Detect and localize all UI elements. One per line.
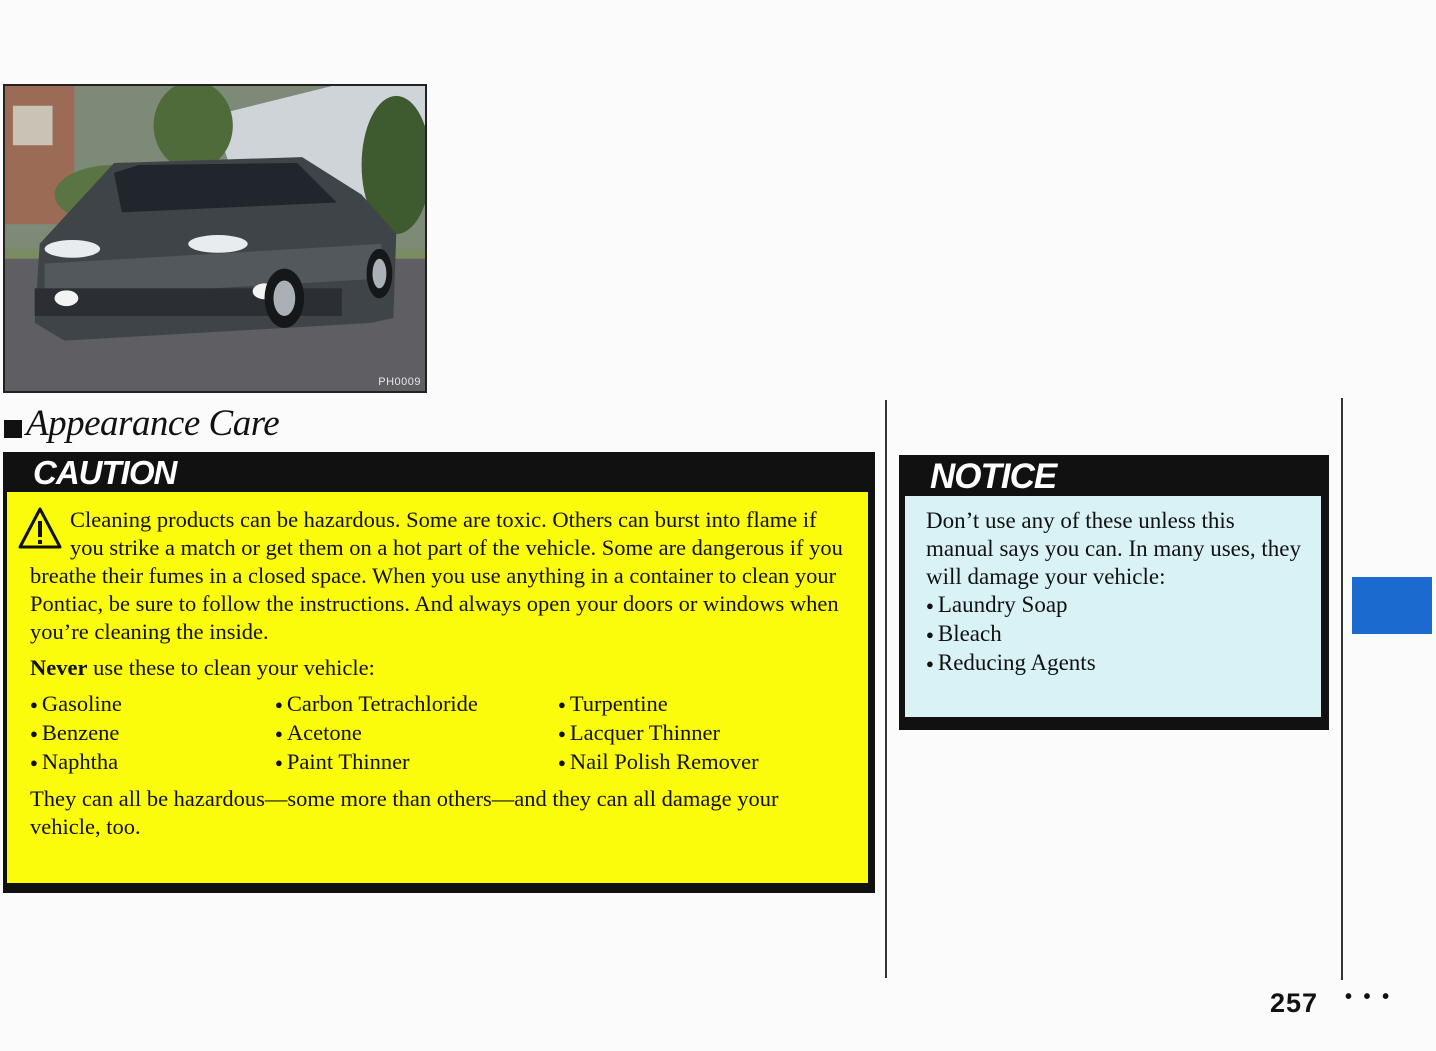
page-number: 257 bbox=[1270, 988, 1319, 1018]
list-item-text: Benzene bbox=[41, 720, 120, 745]
list-item-text: Acetone bbox=[286, 720, 362, 745]
bullet-icon: ● bbox=[275, 755, 283, 770]
caution-paragraph-text: Cleaning products can be hazardous. Some are toxic. Others can burst into flame if you strike a match or get them on a hot part of the vehicle. Some are dangerous if you breathe their fumes in a closed space. When you use anything in a container to clean your Pontiac, be sure to follow the instructions. And always open your doors or windows when you’re cleaning the inside. bbox=[30, 507, 843, 644]
caution-closing: They can all be hazardous—some more than others—and they can all damage your vehicle, too. bbox=[30, 786, 779, 839]
never-line-text: use these to clean your vehicle: bbox=[87, 655, 375, 680]
list-item bbox=[275, 690, 558, 719]
hazard-list bbox=[30, 690, 844, 777]
never-emphasis: Never bbox=[30, 655, 88, 680]
bullet-icon: ● bbox=[926, 598, 934, 613]
notice-paragraph: Don’t use any of these unless this manual says you can. In many uses, they will damage your vehicle: bbox=[926, 508, 1301, 589]
column-divider-left bbox=[885, 400, 887, 978]
bullet-icon: ● bbox=[558, 755, 566, 770]
caution-heading: CAUTION bbox=[33, 454, 177, 491]
bullet-icon: ● bbox=[926, 627, 934, 642]
list-item-text: Turpentine bbox=[569, 691, 668, 716]
list-item-text: Naphtha bbox=[41, 749, 119, 774]
notice-heading: NOTICE bbox=[930, 457, 1057, 496]
list-item bbox=[558, 748, 759, 777]
warning-triangle-icon bbox=[18, 506, 62, 550]
chapter-tab-marker bbox=[1352, 577, 1432, 634]
list-item bbox=[30, 748, 275, 777]
notice-body bbox=[905, 496, 1321, 717]
list-item-text: Laundry Soap bbox=[937, 592, 1068, 617]
never-line bbox=[30, 654, 844, 682]
section-title bbox=[4, 402, 279, 445]
caution-box bbox=[3, 452, 875, 893]
list-item bbox=[558, 690, 759, 719]
list-item bbox=[926, 620, 1301, 649]
bullet-icon: ● bbox=[30, 697, 38, 712]
list-item-text: Lacquer Thinner bbox=[569, 720, 720, 745]
page-dots: • • • bbox=[1345, 986, 1393, 1008]
list-item bbox=[926, 649, 1301, 678]
list-item-text: Paint Thinner bbox=[286, 749, 410, 774]
hazard-column-2 bbox=[275, 690, 558, 777]
notice-list bbox=[926, 591, 1301, 678]
list-item bbox=[558, 719, 759, 748]
bullet-icon: ● bbox=[275, 726, 283, 741]
photo-code: PH0009 bbox=[378, 376, 421, 388]
list-item bbox=[926, 591, 1301, 620]
bullet-icon: ● bbox=[30, 755, 38, 770]
section-title-text: Appearance Care bbox=[26, 403, 280, 444]
bullet-icon: ● bbox=[558, 697, 566, 712]
hazard-column-3 bbox=[558, 690, 759, 777]
column-divider-right bbox=[1341, 398, 1343, 980]
caution-paragraph bbox=[30, 506, 844, 646]
bullet-icon: ● bbox=[275, 697, 283, 712]
hazard-column-1 bbox=[30, 690, 275, 777]
bullet-icon: ● bbox=[30, 726, 38, 741]
car-illustration bbox=[5, 86, 425, 391]
list-item bbox=[275, 719, 558, 748]
list-item bbox=[30, 690, 275, 719]
list-item bbox=[275, 748, 558, 777]
list-item-text: Nail Polish Remover bbox=[569, 749, 759, 774]
section-marker-icon bbox=[4, 420, 22, 438]
vehicle-photo bbox=[3, 84, 427, 393]
list-item-text: Carbon Tetrachloride bbox=[286, 691, 478, 716]
list-item-text: Gasoline bbox=[41, 691, 122, 716]
list-item-text: Reducing Agents bbox=[937, 650, 1096, 675]
list-item-text: Bleach bbox=[937, 621, 1002, 646]
list-item bbox=[30, 719, 275, 748]
bullet-icon: ● bbox=[926, 656, 934, 671]
notice-box bbox=[899, 455, 1329, 730]
bullet-icon: ● bbox=[558, 726, 566, 741]
caution-body bbox=[7, 492, 868, 883]
